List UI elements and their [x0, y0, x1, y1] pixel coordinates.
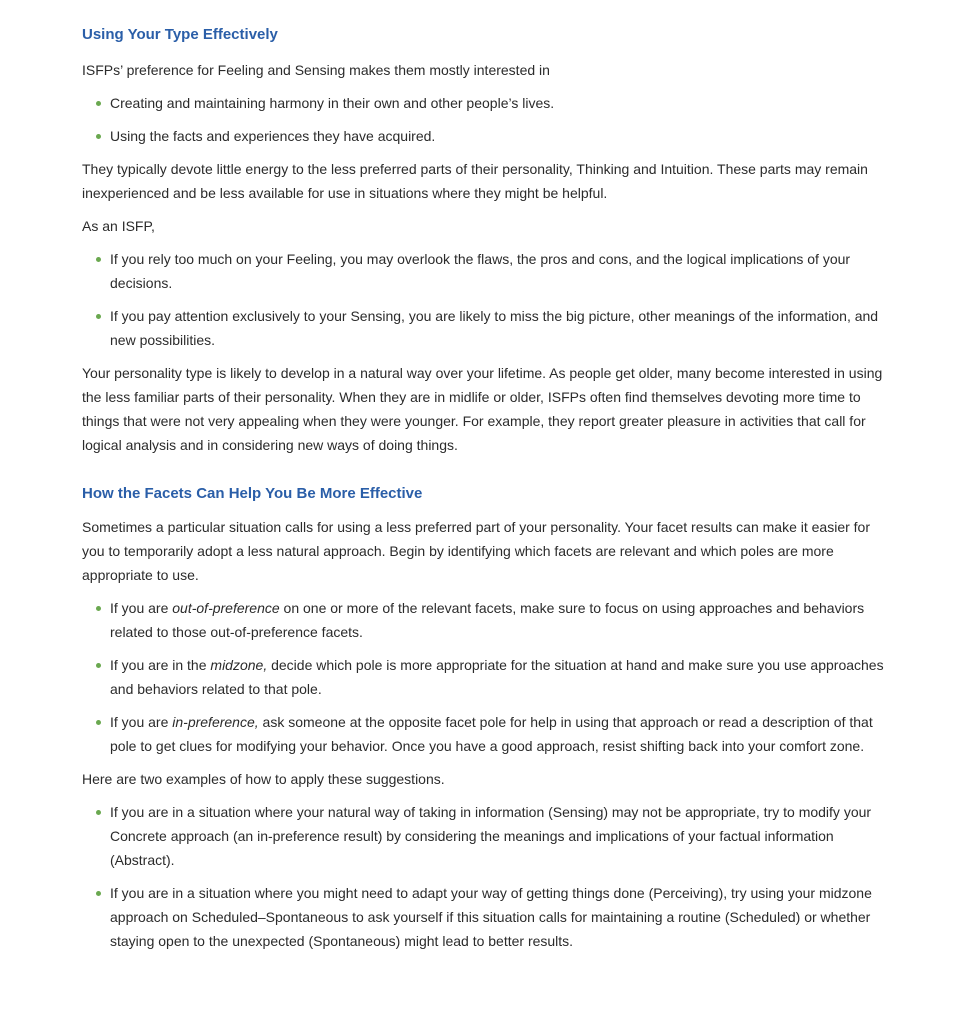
as-isfp-paragraph: As an ISFP, — [82, 218, 155, 234]
list-item: If you are in a situation where your natural way of taking in information (Sensing) may not be appropriate, try to modify your Concrete approach (an in-preference result) by considering the meanings and implications of your factual information (Abstract). — [82, 800, 894, 872]
bullet-icon — [96, 314, 101, 319]
list-item: If you are in the midzone, decide which pole is more appropriate for the situation at hand and make sure you use approaches and behaviors related to that pole. — [82, 653, 894, 701]
bullet-icon — [96, 891, 101, 896]
bullet-icon — [96, 810, 101, 815]
list-item: If you pay attention exclusively to your Sensing, you are likely to miss the big picture, other meanings of the information, and new possibilities. — [82, 304, 894, 352]
list-item: Creating and maintaining harmony in their own and other people’s lives. — [82, 91, 894, 115]
list-item: Using the facts and experiences they have acquired. — [82, 124, 894, 148]
bullet-icon — [96, 663, 101, 668]
section-heading-using-type: Using Your Type Effectively — [82, 26, 278, 43]
examples-intro-paragraph: Here are two examples of how to apply these suggestions. — [82, 771, 445, 787]
list-item: If you rely too much on your Feeling, you may overlook the flaws, the pros and cons, and the logical implications of your decisions. — [82, 247, 894, 295]
interests-list — [82, 91, 894, 148]
examples-list — [82, 800, 894, 953]
bullet-icon — [96, 134, 101, 139]
report-content — [82, 0, 894, 953]
list-item: If you are in a situation where you might need to adapt your way of getting things done (Perceiving), try using your midzone approach on Scheduled–Spontaneous to ask yourself if this situation calls for maintaining a routine (Scheduled) or whether staying open to the unexpected (Spontaneous) might lead to better results. — [82, 881, 894, 953]
facets-intro-paragraph: Sometimes a particular situation calls for using a less preferred part of your personality. Your facet results can make it easier for you to temporarily adopt a less natural approach. Begin by identifying which facets are relevant and which poles are more appropriate to use. — [82, 519, 870, 583]
bullet-icon — [96, 606, 101, 611]
develop-paragraph: Your personality type is likely to develop in a natural way over your lifetime. As people get older, many become interested in using the less familiar parts of their personality. When they are in midlife or older, ISFPs often find themselves devoting more time to things that were not very appealing when they were younger. For example, they report greater pleasure in activities that call for logical analysis and in considering new ways of doing things. — [82, 365, 883, 453]
devote-paragraph: They typically devote little energy to the less preferred parts of their personality, Thinking and Intuition. These parts may remain inexperienced and be less available for use in situations where they might be helpful. — [82, 161, 868, 201]
list-item: If you are out-of-preference on one or more of the relevant facets, make sure to focus on using approaches and behaviors related to those out-of-preference facets. — [82, 596, 894, 644]
bullet-icon — [96, 720, 101, 725]
intro-paragraph: ISFPs’ preference for Feeling and Sensing makes them mostly interested in — [82, 62, 550, 78]
list-item: If you are in-preference, ask someone at the opposite facet pole for help in using that approach or read a description of that pole to get clues for modifying your behavior. Once you have a good approach, resist shifting back into your comfort zone. — [82, 710, 894, 758]
bullet-icon — [96, 257, 101, 262]
cautions-list — [82, 247, 894, 352]
facet-tips-list — [82, 596, 894, 758]
bullet-icon — [96, 101, 101, 106]
section-heading-facets: How the Facets Can Help You Be More Effective — [82, 485, 423, 502]
